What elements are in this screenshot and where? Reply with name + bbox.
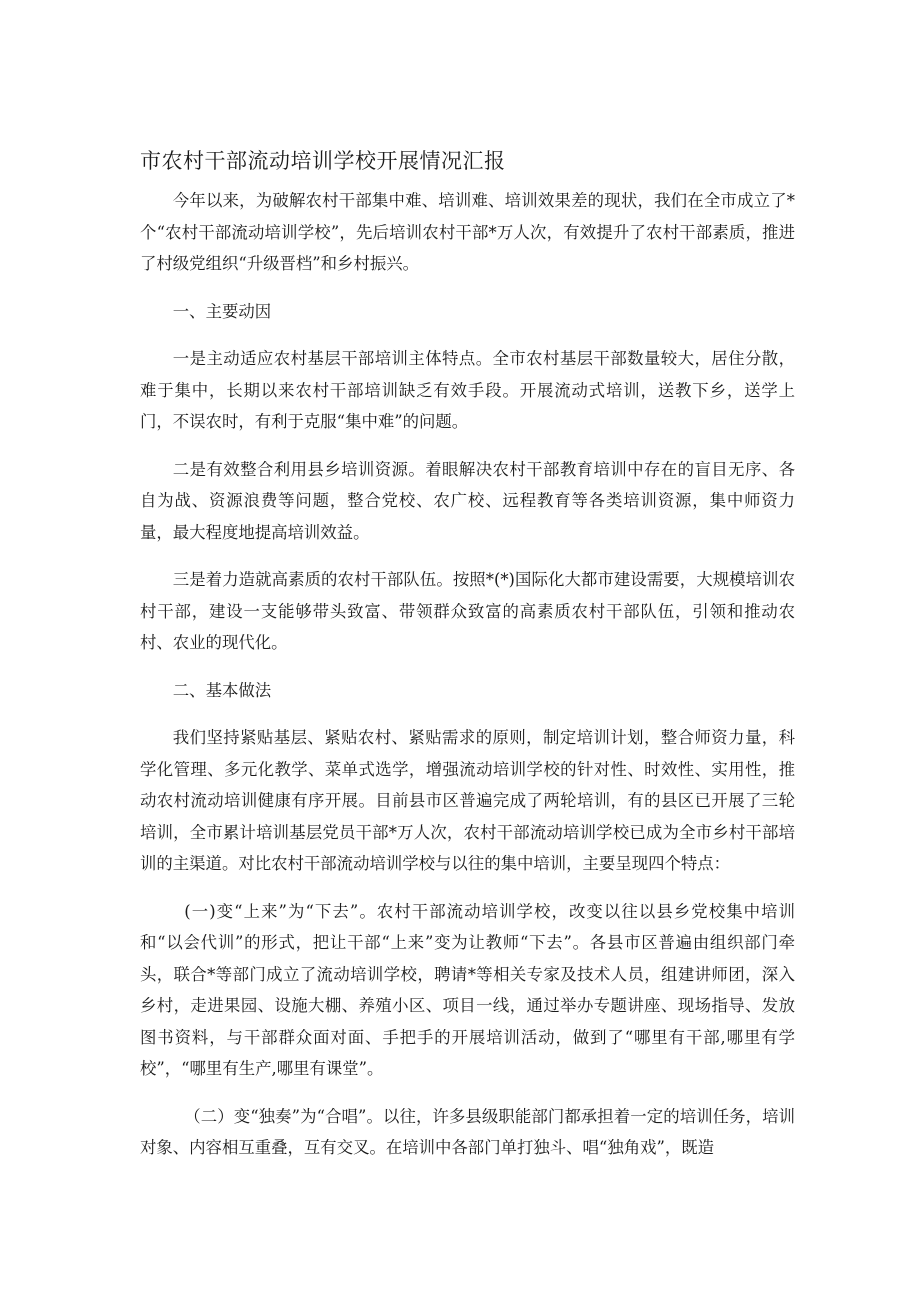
paragraph-motive-one: 一是主动适应农村基层干部培训主体特点。全市农村基层干部数量较大，居住分散，难于集中，长期以来农村干部培训缺乏有效手段。开展流动式培训，送教下乡，送学上门，不误农时，有利于克服“集中难”的问题。 <box>140 349 795 431</box>
paragraph-motive-two: 二是有效整合利用县乡培训资源。着眼解决农村干部教育培训中存在的盲目无序、各自为战、资源浪费等问题，整合党校、农广校、远程教育等各类培训资源，集中师资力量，最大程度地提高培训效益。 <box>140 459 795 542</box>
section-heading-basic-practices: 二、基本做法 <box>172 680 272 700</box>
document-body <box>140 185 795 1180</box>
paragraph-feature-two: （二）变“独奏”为“合唱”。以往，许多县级职能部门都承担着一定的培训任务，培训对象、内容相互重叠，互有交叉。在培训中各部门单打独斗、唱“独角戏”，既造 <box>140 1106 795 1157</box>
section-heading-main-motives: 一、主要动因 <box>172 301 272 321</box>
document-title: 市农村干部流动培训学校开展情况汇报 <box>140 149 506 173</box>
paragraph-motive-three: 三是着力造就高素质的农村干部队伍。按照*(*)国际化大都市建设需要，大规模培训农村干部，建设一支能够带头致富、带领群众致富的高素质农村干部队伍，引领和推动农村、农业的现代化。 <box>140 570 795 652</box>
paragraph-feature-one: (一)变“上来”为“下去”。农村干部流动培训学校，改变以往以县乡党校集中培训和“以会代训”的形式，把让干部“上来”变为让教师“下去”。各县市区普遍由组织部门牵头，联合*等部门成立了流动培训学校，聘请*等相关专家及技术人员，组建讲师团，深入乡村，走进果园、设施大棚、养殖小区、项目一线，通过举办专题讲座、现场指导、发放图书资料，与干部群众面对面、手把手的开展培训活动，做到了“哪里有干部,哪里有学校”，“哪里有生产,哪里有课堂”。 <box>140 901 795 1078</box>
paragraph-practices-overview: 我们坚持紧贴基层、紧贴农村、紧贴需求的原则，制定培训计划，整合师资力量，科学化管理、多元化教学、菜单式选学，增强流动培训学校的针对性、时效性、实用性，推动农村流动培训健康有序开展。目前县市区普遍完成了两轮培训，有的县区已开展了三轮培训，全市累计培训基层党员干部*万人次，农村干部流动培训学校已成为全市乡村干部培训的主渠道。对比农村干部流动培训学校与以往的集中培训，主要呈现四个特点： <box>140 728 795 873</box>
paragraph-intro: 今年以来，为破解农村干部集中难、培训难、培训效果差的现状，我们在全市成立了*个“农村干部流动培训学校”，先后培训农村干部*万人次，有效提升了农村干部素质，推进了村级党组织“升级晋档”和乡村振兴。 <box>140 191 795 273</box>
